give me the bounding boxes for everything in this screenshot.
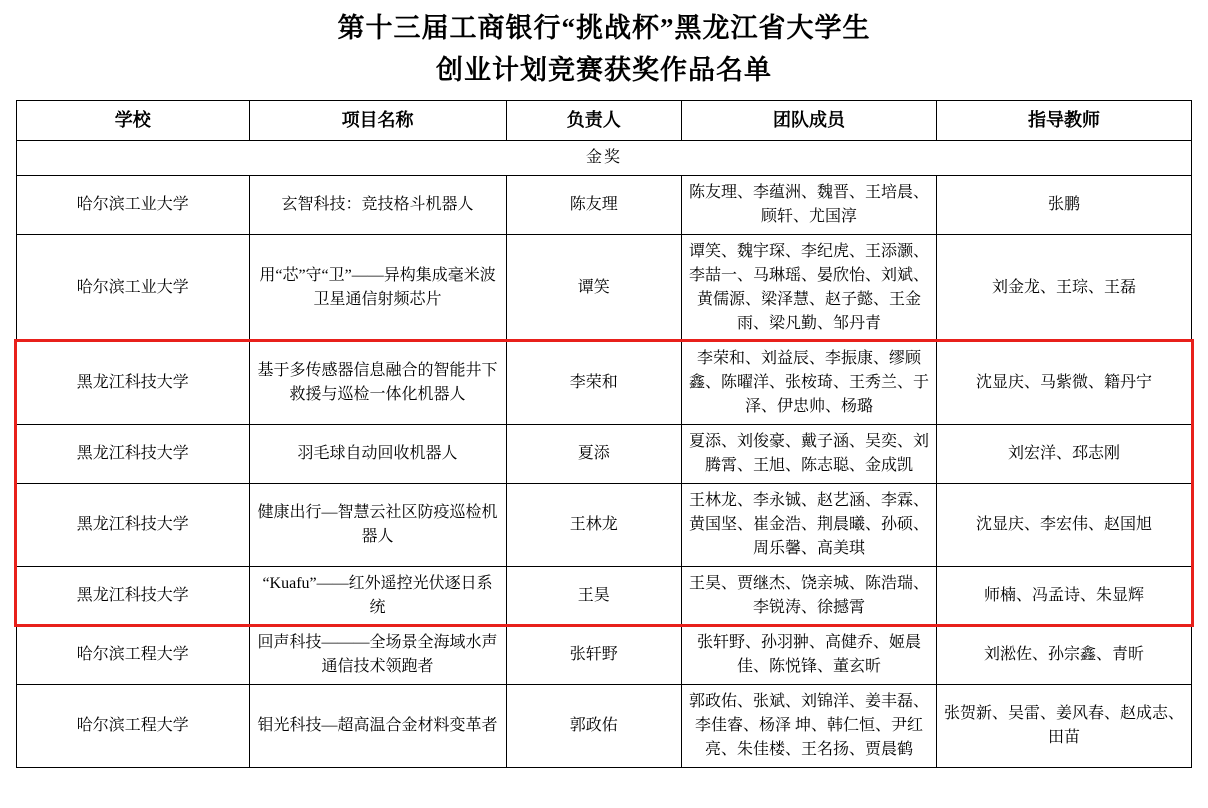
cell-school: 黑龙江科技大学	[17, 341, 250, 424]
table-header-row	[17, 100, 1192, 140]
column-header-project: 项目名称	[249, 100, 506, 140]
cell-teacher: 刘金龙、王琮、王磊	[936, 234, 1191, 341]
table-row	[17, 625, 1192, 684]
cell-project: 基于多传感器信息融合的智能井下救援与巡检一体化机器人	[249, 341, 506, 424]
cell-school: 哈尔滨工业大学	[17, 234, 250, 341]
cell-teacher: 沈显庆、马紫微、籍丹宁	[936, 341, 1191, 424]
cell-leader: 郭政佑	[506, 684, 681, 767]
cell-school: 哈尔滨工业大学	[17, 175, 250, 234]
cell-school: 哈尔滨工程大学	[17, 625, 250, 684]
table-row	[17, 483, 1192, 566]
page-title-line2: 创业计划竞赛获奖作品名单	[436, 54, 772, 85]
cell-project: 用“芯”守“卫”——异构集成毫米波卫星通信射频芯片	[249, 234, 506, 341]
column-header-school: 学校	[17, 100, 250, 140]
cell-leader: 陈友理	[506, 175, 681, 234]
cell-project: 健康出行—智慧云社区防疫巡检机器人	[249, 483, 506, 566]
cell-members: 谭笑、魏宇琛、李纪虎、王添灏、李喆一、马琳瑶、晏欣怡、刘斌、黄儒源、梁泽慧、赵子懿、王金雨、梁凡勤、邹丹青	[682, 234, 937, 341]
cell-leader: 李荣和	[506, 341, 681, 424]
page-title-line1: 第十三届工商银行“挑战杯”黑龙江省大学生	[337, 13, 871, 43]
cell-teacher: 张贺新、吴雷、姜风春、赵成志、田苗	[936, 684, 1191, 767]
table-body	[17, 175, 1192, 767]
table-row	[17, 341, 1192, 424]
table-row	[17, 684, 1192, 767]
cell-members: 王昊、贾继杰、饶亲城、陈浩瑞、李锐涛、徐撼霄	[682, 566, 937, 625]
cell-leader: 夏添	[506, 424, 681, 483]
cell-teacher: 沈显庆、李宏伟、赵国旭	[936, 483, 1191, 566]
cell-leader: 王林龙	[506, 483, 681, 566]
table-header	[17, 100, 1192, 140]
cell-school: 黑龙江科技大学	[17, 483, 250, 566]
cell-school: 哈尔滨工程大学	[17, 684, 250, 767]
cell-leader: 王昊	[506, 566, 681, 625]
cell-teacher: 刘宏洋、邳志刚	[936, 424, 1191, 483]
table-row	[17, 175, 1192, 234]
cell-project: “Kuafu”——红外遥控光伏逐日系统	[249, 566, 506, 625]
page-title	[16, 8, 1192, 92]
cell-school: 黑龙江科技大学	[17, 424, 250, 483]
cell-members: 王林龙、李永铖、赵艺涵、李霖、黄国坚、崔金浩、荆晨曦、孙硕、周乐馨、高美琪	[682, 483, 937, 566]
cell-teacher: 张鹏	[936, 175, 1191, 234]
cell-members: 郭政佑、张斌、刘锦洋、姜丰磊、李佳睿、杨泽 坤、韩仁恒、尹红亮、朱佳楼、王名扬、贾晨鹤	[682, 684, 937, 767]
cell-members: 张轩野、孙羽翀、高健乔、姬晨佳、陈悦锋、董玄昕	[682, 625, 937, 684]
award-table	[16, 100, 1192, 768]
table-banner-row	[17, 140, 1192, 175]
cell-school: 黑龙江科技大学	[17, 566, 250, 625]
cell-project: 回声科技———全场景全海域水声通信技术领跑者	[249, 625, 506, 684]
award-table-wrapper	[16, 100, 1192, 768]
cell-teacher: 刘淞佐、孙宗鑫、青昕	[936, 625, 1191, 684]
column-header-teacher: 指导教师	[936, 100, 1191, 140]
award-level-banner: 金奖	[17, 140, 1192, 175]
cell-leader: 谭笑	[506, 234, 681, 341]
column-header-leader: 负责人	[506, 100, 681, 140]
cell-teacher: 师楠、冯孟诗、朱显辉	[936, 566, 1191, 625]
cell-members: 李荣和、刘益辰、李振康、缪顾鑫、陈曜洋、张桉琦、王秀兰、于泽、伊忠帅、杨璐	[682, 341, 937, 424]
cell-project: 玄智科技：竞技格斗机器人	[249, 175, 506, 234]
table-row	[17, 234, 1192, 341]
cell-members: 夏添、刘俊豪、戴子涵、吴奕、刘腾霄、王旭、陈志聪、金成凯	[682, 424, 937, 483]
cell-project: 羽毛球自动回收机器人	[249, 424, 506, 483]
cell-project: 钼光科技—超高温合金材料变革者	[249, 684, 506, 767]
column-header-members: 团队成员	[682, 100, 937, 140]
table-row	[17, 424, 1192, 483]
cell-leader: 张轩野	[506, 625, 681, 684]
table-row	[17, 566, 1192, 625]
cell-members: 陈友理、李蕴洲、魏晋、王培晨、顾轩、尤国淳	[682, 175, 937, 234]
